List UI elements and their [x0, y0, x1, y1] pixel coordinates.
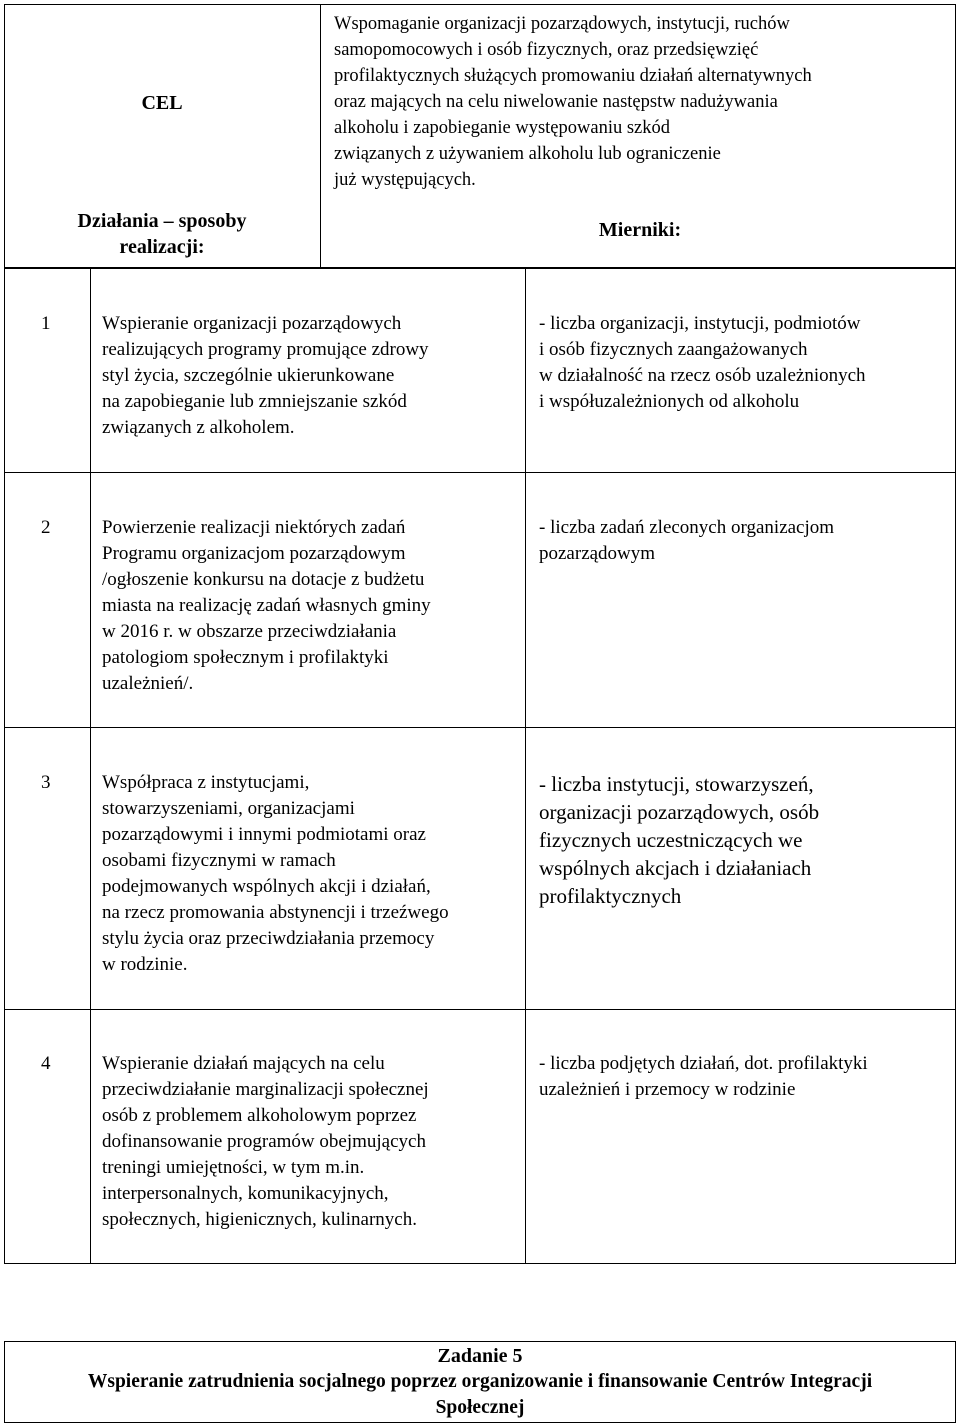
task-title: Zadanie 5 [437, 1345, 523, 1367]
row-divider-3 [4, 1009, 956, 1010]
row-divider-2 [4, 727, 956, 728]
task-subtitle: Wspieranie zatrudnienia socjalnego poprzez organizowanie i finansowanie Centrów Integracji Społecznej [87, 1371, 873, 1418]
cel-label: CEL [141, 92, 183, 114]
row-number: 4 [41, 1053, 51, 1074]
row-measure: - liczba organizacji, instytucji, podmiotów i osób fizycznych zaangażowanych w działalność na rzecz osób uzależnionych i współuzależnionych od alkoholu [539, 313, 866, 412]
num-col-divider [90, 268, 91, 1264]
row-action: Powierzenie realizacji niektórych zadań Programu organizacjom pozarządowym /ogłoszenie konkursu na dotacje z budżetu miasta na realizację zadań własnych gminy w 2016 r. w obszarze przeciwdziałania patologiom społecznym i profilaktyki uzależnień/. [102, 517, 431, 694]
mierniki-label: Mierniki: [598, 219, 682, 241]
row-action: Współpraca z instytucjami, stowarzyszeniami, organizacjami pozarządowymi i innymi podmiotami oraz osobami fizycznymi w ramach podejmowanych wspólnych akcji i działań, na rzecz promowania abstynencji i trzeźwego stylu życia oraz przeciwdziałania przemocy w rodzinie. [102, 772, 449, 975]
row-number: 1 [41, 313, 51, 334]
row-number: 2 [41, 517, 51, 538]
cel-text: Wspomaganie organizacji pozarządowych, instytucji, ruchów samopomocowych i osób fizycznych, oraz przedsięwzięć profilaktycznych służących promowaniu działań alternatywnych oraz mających na celu niwelowanie następstw nadużywania alkoholu i zapobieganie występowaniu szkód związanych z używaniem alkoholu lub ograniczenie już występujących. [334, 14, 812, 190]
row-number: 3 [41, 772, 51, 793]
row-action: Wspieranie organizacji pozarządowych realizujących programy promujące zdrowy styl życia, szczególnie ukierunkowane na zapobieganie lub zmniejszanie szkód związanych z alkoholem. [102, 313, 429, 438]
row-divider-1 [4, 472, 956, 473]
dzialania-label: Działania – sposoby realizacji: [77, 210, 247, 258]
row-action: Wspieranie działań mających na celu przeciwdziałanie marginalizacji społecznej osób z problemem alkoholowym poprzez dofinansowanie programów obejmujących treningi umiejętności, w tym m.in. interpersonalnych, komunikacyjnych, społecznych, higienicznych, kulinarnych. [102, 1053, 429, 1230]
measure-col-divider [525, 268, 526, 1264]
row-measure: - liczba podjętych działań, dot. profilaktyki uzależnień i przemocy w rodzinie [539, 1053, 868, 1100]
header-divider [320, 4, 321, 268]
row-measure: - liczba zadań zleconych organizacjom pozarządowym [539, 517, 835, 564]
row-measure: - liczba instytucji, stowarzyszeń, organizacji pozarządowych, osób fizycznych uczestniczących we wspólnych akcjach i działaniach profilaktycznych [539, 772, 820, 908]
